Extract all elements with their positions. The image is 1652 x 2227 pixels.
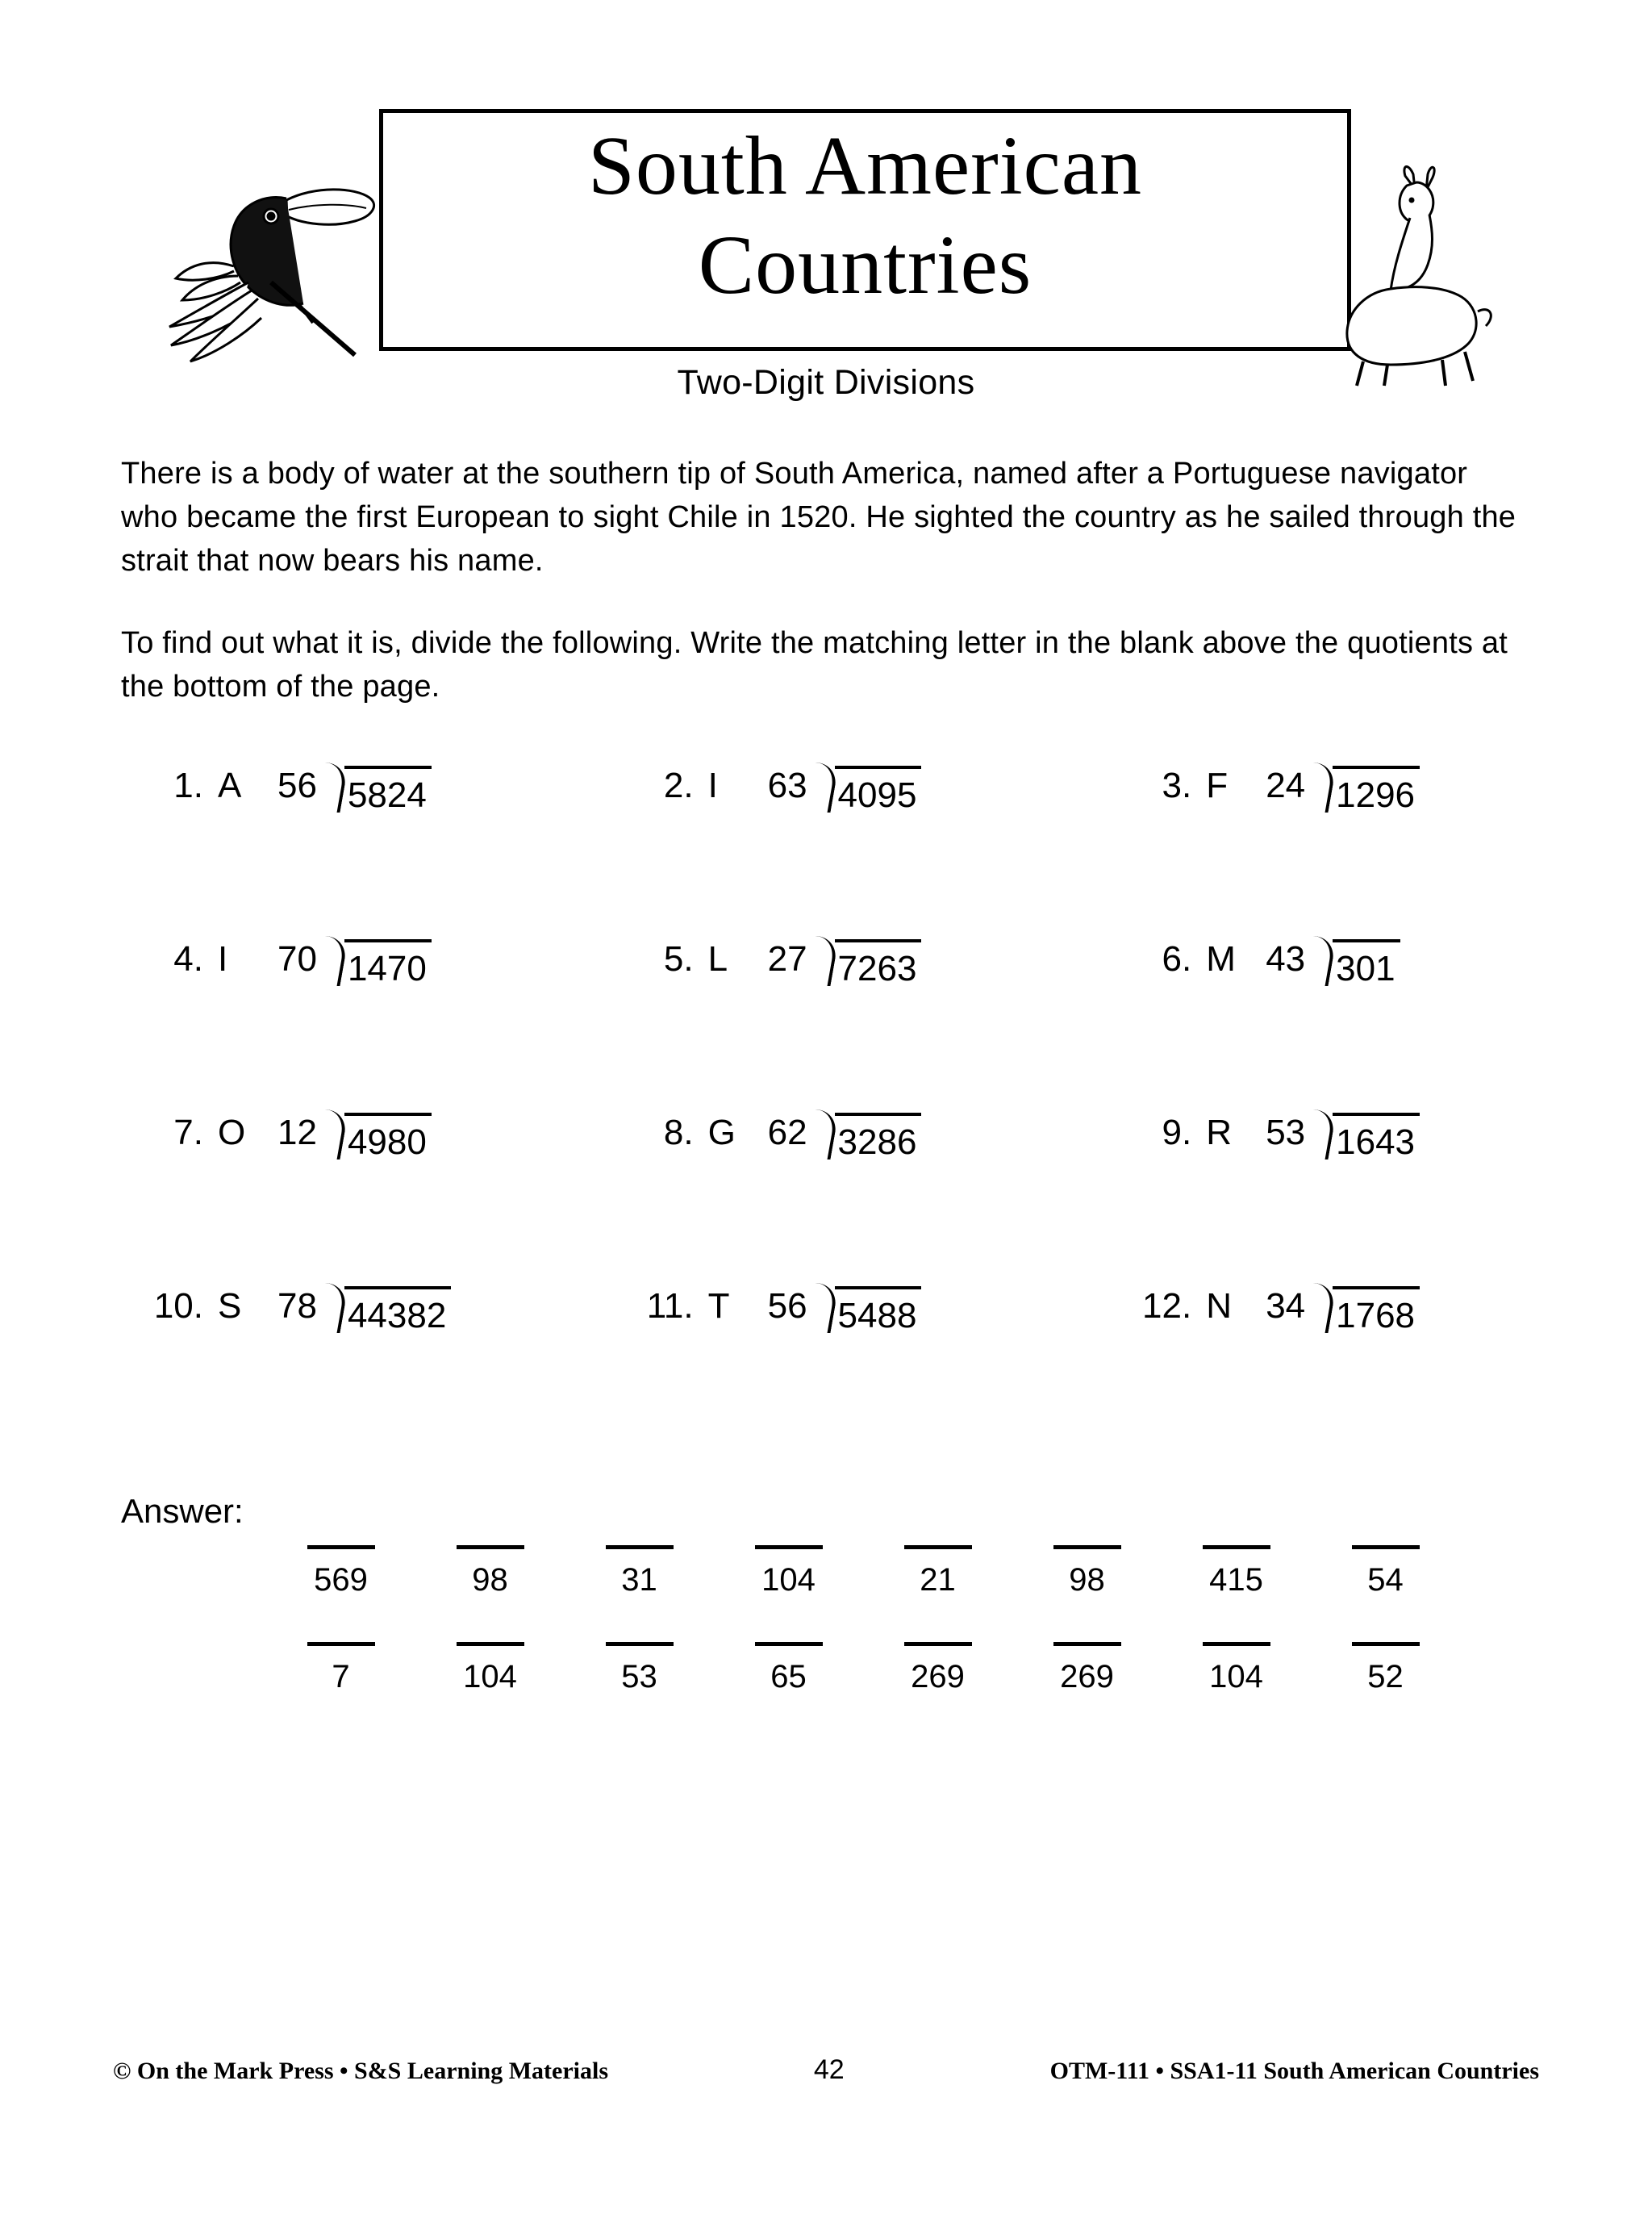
problem-divisor: 12 xyxy=(277,1112,317,1152)
problem-dividend: 3286 xyxy=(835,1113,922,1163)
problem-divisor: 27 xyxy=(767,938,807,979)
problem-item-6[interactable] xyxy=(1069,939,1555,1113)
problem-dividend: 1296 xyxy=(1333,766,1420,816)
answer-slot[interactable] xyxy=(415,1545,565,1598)
problem-number: 10. xyxy=(153,1285,203,1326)
answer-blank-line[interactable] xyxy=(457,1642,524,1646)
page-footer xyxy=(113,2054,1539,2086)
problem-divisor: 53 xyxy=(1266,1112,1306,1152)
problem-divisor: 56 xyxy=(277,765,317,805)
answer-blank-line[interactable] xyxy=(1053,1545,1121,1549)
problem-letter: I xyxy=(218,938,228,979)
answer-quotient: 31 xyxy=(621,1561,657,1598)
problem-letter: T xyxy=(707,1285,730,1326)
answer-quotient: 53 xyxy=(621,1658,657,1694)
answer-quotient: 7 xyxy=(332,1658,350,1694)
problem-number: 1. xyxy=(173,765,203,805)
answer-quotient: 104 xyxy=(1209,1658,1263,1694)
long-division-bracket xyxy=(1308,1113,1425,1163)
answer-blank-line[interactable] xyxy=(606,1642,674,1646)
long-division-bracket xyxy=(811,939,927,989)
long-division-bracket xyxy=(1308,939,1404,989)
long-division-bracket xyxy=(1308,1286,1425,1336)
problem-letter: I xyxy=(707,765,718,805)
intro-paragraph-1: There is a body of water at the southern tip of South America, named after a Portuguese navigator who became the first European to sight Chile in 1520. He sighted the country as he sailed through the strait that now bears his name. xyxy=(121,457,1516,578)
answer-blank-line[interactable] xyxy=(755,1545,823,1549)
problem-number: 4. xyxy=(173,938,203,979)
problem-item-9[interactable] xyxy=(1069,1113,1555,1286)
problem-row xyxy=(97,1113,1555,1286)
problem-dividend: 7263 xyxy=(835,939,922,989)
problem-dividend: 1768 xyxy=(1333,1286,1420,1336)
problem-item-8[interactable] xyxy=(583,1113,1070,1286)
problems-grid xyxy=(97,766,1555,1460)
answer-slot[interactable] xyxy=(1311,1545,1460,1598)
problem-number: 8. xyxy=(663,1112,694,1152)
answer-blank-line[interactable] xyxy=(904,1642,972,1646)
problem-letter: S xyxy=(218,1285,242,1326)
answer-slot[interactable] xyxy=(565,1642,714,1695)
answer-blank-line[interactable] xyxy=(457,1545,524,1549)
answer-row-2 xyxy=(266,1642,1652,1695)
problem-number: 6. xyxy=(1162,938,1192,979)
problem-dividend: 4980 xyxy=(344,1113,432,1163)
problem-letter: O xyxy=(218,1112,246,1152)
footer-copyright: © On the Mark Press • S&S Learning Materials xyxy=(113,2058,608,2084)
answer-slot[interactable] xyxy=(1162,1545,1311,1598)
long-division-bracket xyxy=(320,1113,436,1163)
answer-blank-line[interactable] xyxy=(1203,1545,1270,1549)
problem-dividend: 301 xyxy=(1333,939,1400,989)
banner xyxy=(0,89,1652,355)
problem-divisor: 70 xyxy=(277,938,317,979)
answer-quotient: 54 xyxy=(1367,1561,1404,1598)
answer-blank-line[interactable] xyxy=(1053,1642,1121,1646)
problem-item-3[interactable] xyxy=(1069,766,1555,939)
answer-blank-line[interactable] xyxy=(1352,1545,1420,1549)
problem-dividend: 44382 xyxy=(344,1286,451,1336)
answer-blank-line[interactable] xyxy=(307,1642,375,1646)
answer-quotient: 569 xyxy=(314,1561,368,1598)
worksheet-subtitle: Two-Digit Divisions xyxy=(677,363,975,402)
problem-item-7[interactable] xyxy=(97,1113,583,1286)
problem-item-2[interactable] xyxy=(583,766,1070,939)
answer-quotient: 269 xyxy=(911,1658,965,1694)
footer-product-code: OTM-111 • SSA1-11 South American Countries xyxy=(1049,2058,1539,2084)
answer-row-1 xyxy=(266,1545,1652,1598)
answer-quotient: 415 xyxy=(1209,1561,1263,1598)
answer-quotient: 98 xyxy=(1069,1561,1105,1598)
problem-divisor: 34 xyxy=(1266,1285,1306,1326)
problem-letter: A xyxy=(218,765,242,805)
problem-item-10[interactable] xyxy=(97,1286,583,1460)
problem-divisor: 56 xyxy=(767,1285,807,1326)
problem-dividend: 1470 xyxy=(344,939,432,989)
long-division-bracket xyxy=(320,766,436,816)
answer-quotient: 98 xyxy=(472,1561,508,1598)
answer-slot[interactable] xyxy=(415,1642,565,1695)
problem-number: 11. xyxy=(646,1285,694,1326)
answer-blank-line[interactable] xyxy=(307,1545,375,1549)
problem-item-12[interactable] xyxy=(1069,1286,1555,1460)
problem-divisor: 43 xyxy=(1266,938,1306,979)
toucan-bird-icon xyxy=(113,161,419,387)
problem-item-1[interactable] xyxy=(97,766,583,939)
answer-label: Answer: xyxy=(121,1491,244,1530)
problem-dividend: 5488 xyxy=(835,1286,922,1336)
problem-letter: F xyxy=(1206,765,1229,805)
page-title-line1: South American xyxy=(587,119,1142,212)
problem-number: 12. xyxy=(1142,1285,1192,1326)
answer-slot[interactable] xyxy=(1012,1642,1162,1695)
intro-paragraph-2: To find out what it is, divide the following. Write the matching letter in the blank above the quotients at the bottom of the page. xyxy=(121,625,1508,704)
llama-icon xyxy=(1307,161,1516,387)
answer-blank-line[interactable] xyxy=(1203,1642,1270,1646)
answer-quotient: 269 xyxy=(1060,1658,1114,1694)
problem-row xyxy=(97,1286,1555,1460)
problem-divisor: 62 xyxy=(767,1112,807,1152)
footer-page-number: 42 xyxy=(813,2054,845,2085)
problem-number: 7. xyxy=(173,1112,203,1152)
problem-divisor: 63 xyxy=(767,765,807,805)
long-division-bracket xyxy=(811,1286,927,1336)
problem-letter: M xyxy=(1206,938,1236,979)
problem-item-4[interactable] xyxy=(97,939,583,1113)
long-division-bracket xyxy=(320,939,436,989)
problem-dividend: 1643 xyxy=(1333,1113,1420,1163)
problem-number: 3. xyxy=(1162,765,1192,805)
answer-blank-line[interactable] xyxy=(904,1545,972,1549)
problem-row xyxy=(97,766,1555,939)
answer-quotient: 104 xyxy=(761,1561,816,1598)
answer-blank-line[interactable] xyxy=(755,1642,823,1646)
problem-row xyxy=(97,939,1555,1113)
page-title xyxy=(379,117,1351,315)
answer-quotient: 104 xyxy=(463,1658,517,1694)
problem-letter: R xyxy=(1206,1112,1232,1152)
problem-letter: G xyxy=(707,1112,736,1152)
problem-letter: L xyxy=(707,938,728,979)
answer-slot[interactable] xyxy=(863,1642,1012,1695)
answer-slot[interactable] xyxy=(266,1642,415,1695)
worksheet-page xyxy=(0,89,1652,2227)
answer-slot[interactable] xyxy=(266,1545,415,1598)
problem-number: 9. xyxy=(1162,1112,1192,1152)
answer-slot[interactable] xyxy=(1311,1642,1460,1695)
problem-divisor: 24 xyxy=(1266,765,1306,805)
answer-slot[interactable] xyxy=(1162,1642,1311,1695)
answer-key-area xyxy=(266,1545,1652,1695)
long-division-bracket xyxy=(811,766,927,816)
problem-divisor: 78 xyxy=(277,1285,317,1326)
answer-quotient: 65 xyxy=(770,1658,807,1694)
long-division-bracket xyxy=(1308,766,1425,816)
answer-slot[interactable] xyxy=(714,1642,863,1695)
problem-letter: N xyxy=(1206,1285,1232,1326)
answer-slot[interactable] xyxy=(863,1545,1012,1598)
problem-item-5[interactable] xyxy=(583,939,1070,1113)
answer-slot[interactable] xyxy=(714,1545,863,1598)
answer-slot[interactable] xyxy=(565,1545,714,1598)
problem-number: 5. xyxy=(663,938,694,979)
problem-dividend: 5824 xyxy=(344,766,432,816)
answer-slot[interactable] xyxy=(1012,1545,1162,1598)
problem-dividend: 4095 xyxy=(835,766,922,816)
long-division-bracket xyxy=(811,1113,927,1163)
answer-quotient: 21 xyxy=(920,1561,956,1598)
answer-blank-line[interactable] xyxy=(606,1545,674,1549)
problem-item-11[interactable] xyxy=(583,1286,1070,1460)
answer-blank-line[interactable] xyxy=(1352,1642,1420,1646)
long-division-bracket xyxy=(320,1286,456,1336)
answer-quotient: 52 xyxy=(1367,1658,1404,1694)
problem-number: 2. xyxy=(663,765,694,805)
page-title-line2: Countries xyxy=(698,218,1032,311)
